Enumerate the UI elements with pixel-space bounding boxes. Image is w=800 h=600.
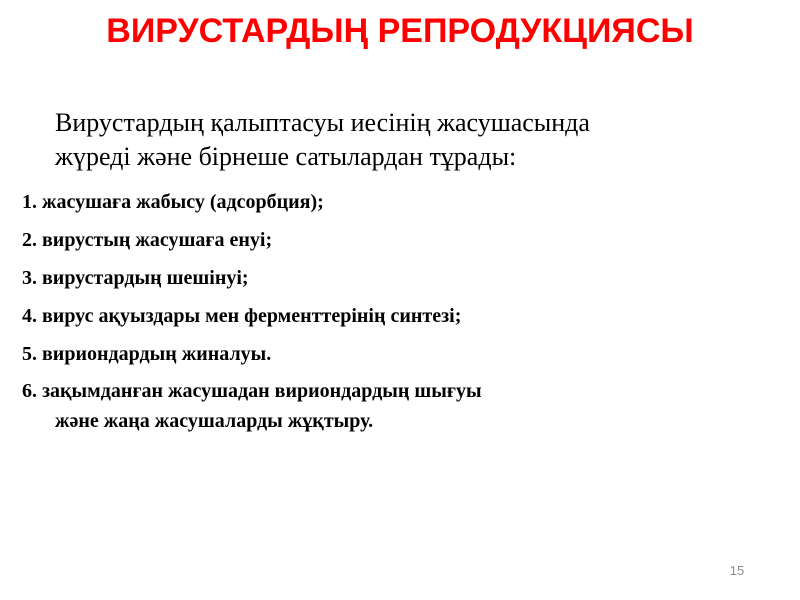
slide-title: ВИРУСТАРДЫҢ РЕПРОДУКЦИЯСЫ — [106, 12, 694, 50]
list-item: 3. вирустардың шешінуі; — [22, 267, 249, 289]
list-item — [22, 376, 782, 436]
page-number: 15 — [729, 563, 745, 578]
list-item-line: 6. зақымданған жасушадан вириондардың шығуы — [22, 380, 482, 402]
list-item-continuation: және жаңа жасушаларды жұқтыру. — [55, 410, 374, 432]
list-item: 5. вириондардың жиналуы. — [22, 343, 272, 365]
steps-list — [22, 186, 782, 436]
intro-line: жүреді және бірнеше сатылардан тұрады: — [55, 142, 517, 171]
list-item: 2. вирустың жасушаға енуі; — [22, 229, 273, 251]
intro-line: Вирустардың қалыптасуы иесінің жасушасында — [55, 108, 590, 137]
list-item: 4. вирус ақуыздары мен ферменттерінің синтезі; — [22, 305, 462, 327]
list-item: 1. жасушаға жабысу (адсорбция); — [22, 191, 324, 213]
intro-paragraph — [55, 106, 755, 174]
